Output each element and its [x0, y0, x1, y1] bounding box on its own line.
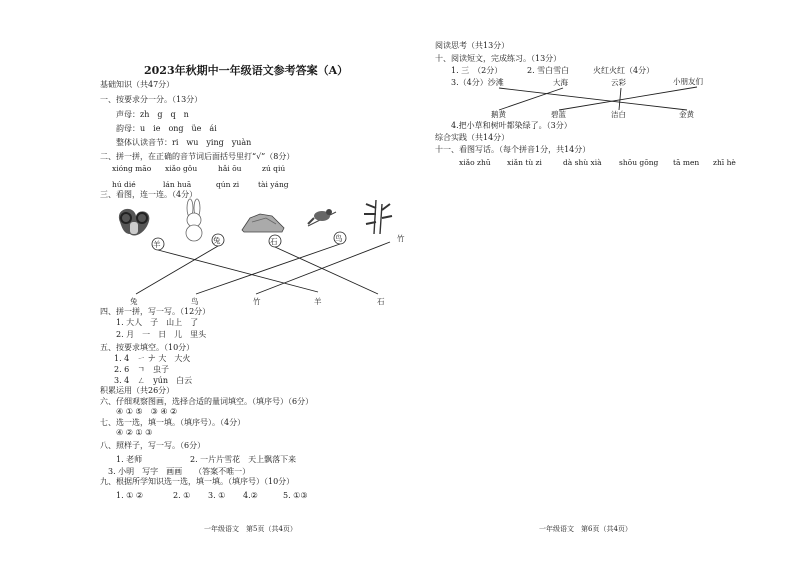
- q10-answer-5: 4.把小草和树叶都染绿了。（3分）: [451, 121, 572, 130]
- q2-pinyin: xióng māo: [112, 164, 152, 173]
- q5-answer-2: 2. 6 ㄱ 虫子: [114, 365, 169, 374]
- q3-word: 竹: [253, 297, 261, 306]
- q2-pinyin: lán huā: [163, 180, 192, 189]
- q9-answer: 2. ①: [173, 491, 191, 500]
- q10-heading: 十、阅读短文，完成练习。（13分）: [435, 54, 562, 63]
- q9-answer: 5. ①③: [283, 491, 308, 500]
- section-jilei: 积累运用（共26分）: [100, 386, 175, 395]
- match-bottom-word: 碧蓝: [551, 110, 566, 119]
- q10-answer-4: 3.（4分）沙滩: [451, 78, 504, 87]
- q8-answer-3: 3. 小明 写字 画画 （答案不唯一）: [108, 467, 251, 476]
- q2-pinyin: hú dié: [112, 180, 136, 189]
- match-bottom-word: 金黄: [679, 110, 694, 119]
- q4-answer-1: 1. 大人 子 山上 了: [116, 318, 199, 327]
- q5-heading: 五、按要求填空。（10分）: [100, 343, 195, 352]
- right-page: [397, 0, 794, 561]
- q3-symbol: 鸟: [335, 234, 343, 243]
- page-title: 2023年秋期中一年级语文参考答案（A）: [144, 64, 349, 77]
- q2-pinyin: qún zi: [216, 180, 240, 189]
- q7-heading: 七、选一选，填一填。（填序号）。（4分）: [100, 418, 246, 427]
- match-top-word: 云彩: [611, 78, 626, 87]
- q9-answer: 1. ① ②: [116, 491, 144, 500]
- section-yuedu: 阅读思考（共13分）: [435, 41, 510, 50]
- q6-answer: ④ ① ⑤ ③ ④ ②: [116, 407, 178, 416]
- q10-answer-3: 火红火红（4分）: [593, 66, 655, 75]
- q8-answer-1: 1. 老师: [116, 455, 143, 464]
- q2-pinyin: xiǎo gǒu: [165, 164, 198, 173]
- q8-heading: 八、照样子，写一写。（6分）: [100, 441, 206, 450]
- q11-pinyin: tā men: [673, 158, 700, 167]
- q3-symbol: 竹: [397, 234, 405, 243]
- q5-answer-3: 3. 4 ㄥ yún 白云: [114, 376, 193, 385]
- match-top-word: 大海: [553, 78, 568, 87]
- q2-pinyin: zú qiú: [262, 164, 286, 173]
- match-bottom-word: 鹅黄: [491, 110, 506, 119]
- q2-pinyin: hǎi ōu: [218, 164, 242, 173]
- q8-answer-2: 2. 一片片雪花 天上飘落下来: [190, 455, 297, 464]
- q3-word: 羊: [314, 297, 322, 306]
- q9-answer: 3. ①: [208, 491, 226, 500]
- page-footer: 一年级语文 第6页（共4页）: [539, 525, 632, 533]
- q3-word: 兔: [130, 297, 138, 306]
- q11-pinyin: zhī hè: [713, 158, 736, 167]
- section-zonghe: 综合实践（共14分）: [435, 133, 510, 142]
- q3-symbol: 兔: [213, 236, 221, 245]
- match-top-word: 小朋友们: [673, 77, 703, 86]
- match-bottom-word: 洁白: [611, 110, 626, 119]
- q11-pinyin: shōu gōng: [619, 158, 659, 167]
- q11-heading: 十一、看图写话。（每个拼音1分，共14分）: [435, 145, 591, 154]
- q1-yunmu: 韵母：u ie ong üe ái: [116, 124, 217, 133]
- q11-pinyin: xiǎn tù zi: [507, 158, 542, 167]
- q3-word: 鸟: [191, 297, 199, 306]
- q3-symbol: 羊: [153, 240, 161, 249]
- q10-matching-lines: [397, 0, 794, 561]
- section-jichu: 基础知识（共47分）: [100, 80, 175, 89]
- q3-symbol: 石: [270, 237, 278, 246]
- q5-answer-1: 1. 4 ㄧ ナ 大 大火: [114, 354, 191, 363]
- q6-heading: 六、仔细观察图画，选择合适的量词填空。（填序号）（6分）: [100, 397, 314, 406]
- q3-word: 石: [377, 297, 385, 306]
- q7-answer: ④ ② ① ③: [116, 428, 153, 437]
- q4-answer-2: 2. 月 一 日 儿 里头: [116, 330, 207, 339]
- q10-answer-1: 1. 三 （2分）: [451, 66, 503, 75]
- page-footer: 一年级语文 第5页（共4页）: [204, 525, 297, 533]
- q11-pinyin: xiǎo zhū: [459, 158, 491, 167]
- q1-shengmu: 声母：zh g q n: [116, 110, 189, 119]
- q2-heading: 二、拼一拼，在正确的音节词后面括号里打“√”（8分）: [100, 152, 295, 161]
- q9-answer: 4.②: [243, 491, 258, 500]
- q10-answer-2: 2. 雪白雪白: [527, 66, 570, 75]
- q1-heading: 一、按要求分一分。（13分）: [100, 95, 203, 104]
- q2-pinyin: tài yáng: [258, 180, 289, 189]
- q4-heading: 四、拼一拼，写一写。（12分）: [100, 307, 211, 316]
- q1-zhengti: 整体认读音节：ri wu ying yuàn: [116, 138, 252, 147]
- q9-heading: 九、根据所学知识选一选，填一填。（填序号）（10分）: [100, 477, 295, 486]
- q11-pinyin: dà shù xià: [563, 158, 602, 167]
- q3-heading: 三、看图，连一连。（4分）: [100, 190, 198, 199]
